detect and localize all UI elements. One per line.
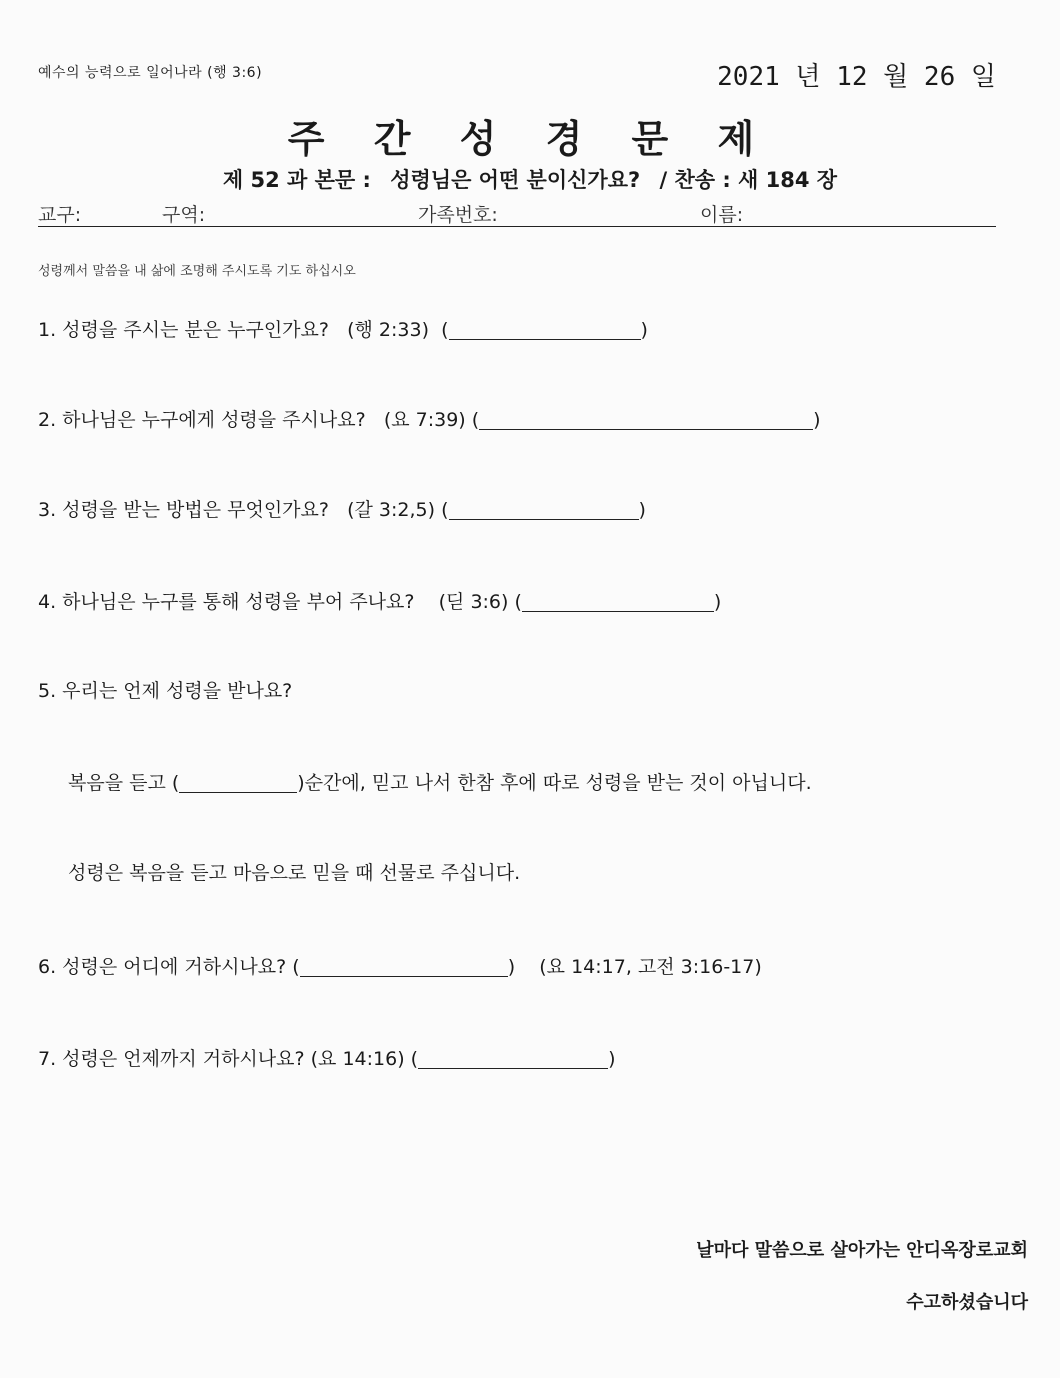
answer-blank-1[interactable] bbox=[449, 321, 641, 340]
answer-blank-3[interactable] bbox=[449, 501, 639, 520]
question-7: 7. 성령은 언제까지 거하시나요? (요 14:16) ( ) bbox=[38, 1048, 616, 1070]
question-5-line-1: 복음을 듣고 ( )순간에, 믿고 나서 한참 후에 따로 성령을 받는 것이 아닙니다. bbox=[68, 772, 812, 794]
answer-blank-6[interactable] bbox=[300, 958, 508, 977]
name-label: 이름: bbox=[700, 204, 744, 226]
date: 2021 년 12 월 26 일 bbox=[717, 62, 996, 92]
question-4: 4. 하나님은 누구를 통해 성령을 부어 주나요? (딛 3:6) ( ) bbox=[38, 591, 722, 613]
info-line bbox=[38, 198, 996, 227]
lesson-topic: 성령님은 어떤 분이신가요? bbox=[390, 168, 641, 192]
answer-blank-5[interactable] bbox=[179, 774, 297, 793]
question-5: 5. 우리는 언제 성령을 받나요? bbox=[38, 680, 293, 702]
page-title: 주 간 성 경 문 제 bbox=[287, 117, 773, 161]
question-1: 1. 성령을 주시는 분은 누구인가요? (행 2:33) ( ) bbox=[38, 319, 648, 341]
closing-thanks: 수고하셨습니다 bbox=[906, 1292, 1028, 1313]
family-no-label: 가족번호: bbox=[418, 204, 498, 226]
answer-blank-7[interactable] bbox=[418, 1050, 608, 1069]
hymn-number: / 찬송 : 새 184 장 bbox=[659, 168, 838, 192]
question-3: 3. 성령을 받는 방법은 무엇인가요? (갈 3:2,5) ( ) bbox=[38, 499, 646, 521]
prayer-instruction: 성령께서 말씀을 내 삶에 조명해 주시도록 기도 하십시오 bbox=[38, 264, 356, 279]
lesson-line bbox=[0, 164, 1060, 194]
answer-blank-2[interactable] bbox=[479, 411, 813, 430]
question-2: 2. 하나님은 누구에게 성령을 주시나요? (요 7:39) ( ) bbox=[38, 409, 821, 431]
question-5-line-2: 성령은 복음을 듣고 마음으로 믿을 때 선물로 주십니다. bbox=[68, 862, 521, 884]
question-6: 6. 성령은 어디에 거하시나요? ( ) (요 14:17, 고전 3:16-17) bbox=[38, 956, 762, 978]
district-label: 교구: bbox=[38, 204, 82, 226]
answer-blank-4[interactable] bbox=[522, 593, 714, 612]
church-slogan: 날마다 말씀으로 살아가는 안디옥장로교회 bbox=[696, 1240, 1028, 1261]
motto: 예수의 능력으로 일어나라 (행 3:6) bbox=[38, 65, 263, 81]
area-label: 구역: bbox=[162, 204, 206, 226]
lesson-number: 제 52 과 본문 : bbox=[222, 168, 371, 192]
